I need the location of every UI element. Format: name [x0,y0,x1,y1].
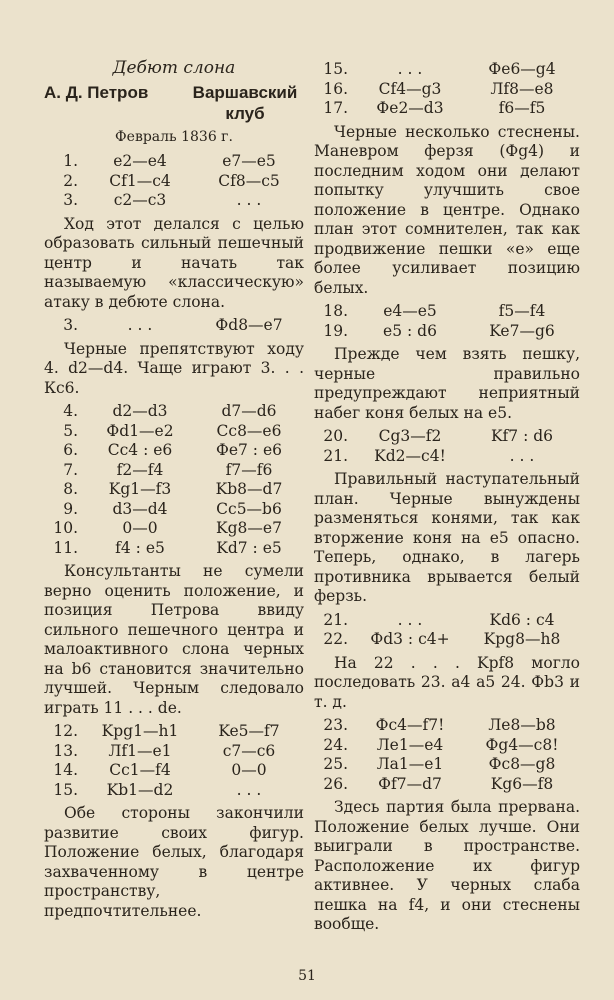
black-player: Варшавский клуб [192,83,298,123]
move-number: 17. [323,99,348,117]
move-row [44,441,304,461]
move-table [314,60,580,119]
black-move: d7—d6 [221,402,277,420]
move-number: 8. [63,480,78,498]
move-number: 13. [53,741,78,760]
move-number: 25. [323,755,348,773]
left-flow [44,152,304,921]
move-number: 1. [63,152,78,170]
white-move: Фd1—e2 [106,421,174,440]
move-row [314,302,580,322]
black-move: Cf8—c5 [218,171,280,190]
commentary-paragraph: Черные несколько стеснены. Маневром ферзя (Фg4) и последним ходом они делают попытку улучшить свое положение в центре. Однако план этот сомнителен, так как продвижение пешки «e» еще более усиливает позицию белых. [314,122,580,297]
move-row [44,761,304,781]
move-row [314,99,580,119]
black-move: Kg6—f8 [490,774,554,793]
move-row [314,60,580,80]
move-number: 16. [323,79,348,98]
black-move: Kg8—e7 [216,519,282,537]
white-move: e5 : d6 [383,321,437,340]
black-move: c7—c6 [222,741,276,760]
move-table [44,722,304,800]
move-number: 9. [63,499,78,518]
move-row [44,461,304,481]
move-row [314,716,580,736]
move-table [314,302,580,341]
black-move: f6—f5 [498,99,546,117]
move-number: 19. [323,321,348,340]
white-move: Фe2—d3 [376,99,444,117]
white-move: . . . [397,610,423,629]
black-move: Kd6 : c4 [489,610,555,629]
move-number: 4. [63,402,78,420]
move-row [44,539,304,559]
white-move: d3—d4 [112,499,168,518]
move-number: 18. [323,302,348,320]
right-flow [314,60,580,935]
white-move: Фf7—d7 [378,774,442,793]
move-table [44,402,304,558]
move-number: 22. [323,630,348,648]
commentary-paragraph: Правильный наступательный план. Черные вынуждены разменяться конями, так как вторжение коня на e5 опасно. Теперь, однако, в лагерь противника врывается белый ферзь. [314,470,580,605]
white-move: Cf1—c4 [109,171,171,190]
black-move: . . . [236,191,262,209]
white-move: f2—f4 [116,460,164,479]
black-move: Фg4—c8! [485,735,559,754]
white-move: Kpg1—h1 [101,722,179,740]
white-move: Лe1—e4 [376,735,444,754]
move-number: 7. [63,460,78,479]
move-row [314,322,580,342]
move-number: 12. [53,722,78,740]
move-row [44,722,304,742]
black-move: Лf8—e8 [490,79,554,98]
move-row [314,736,580,756]
white-move: c2—c3 [113,191,167,209]
white-move: Cf4—g3 [378,79,442,98]
move-row [314,447,580,467]
black-move: Лe8—b8 [488,716,556,734]
move-row [44,742,304,762]
black-move: Ke7—g6 [489,321,555,340]
move-number: 23. [323,716,348,734]
black-move: Фc8—g8 [488,755,556,773]
white-move: Фd3 : c4+ [370,630,450,648]
commentary-paragraph: Консультанты не сумели верно оценить положение, и позиция Петрова ввиду сильного пешечного центра и малоактивного слона черных на b6 становится значительно лучшей. Черным следовало играть 11 . . . de. [44,562,304,717]
move-row [314,611,580,631]
black-move: . . . [236,780,262,799]
black-move: Фe7 : e6 [215,441,282,459]
black-move: 0—0 [231,761,267,779]
move-number: 3. [63,316,78,334]
move-row [44,480,304,500]
move-table [314,716,580,794]
move-row [44,152,304,172]
move-row [44,519,304,539]
black-move: f5—f4 [498,302,546,320]
white-move: . . . [397,60,423,78]
move-row [314,80,580,100]
commentary-paragraph: Здесь партия была прервана. Положение белых лучше. Они выиграли в пространстве. Расположение их фигур активнее. У черных слаба пешка на f4, и они стеснены вообще. [314,798,580,933]
commentary-paragraph: На 22 . . . Kpf8 могло последовать 23. a4 a5 24. Фb3 и т. д. [314,653,580,711]
commentary-paragraph: Черные препятствуют ходу 4. d2—d4. Чаще играют 3. . . Кc6. [44,339,304,397]
white-move: . . . [127,316,153,334]
move-row [44,316,304,336]
white-move: e4—e5 [383,302,437,320]
black-move: Фd8—e7 [215,316,283,334]
move-row [314,755,580,775]
move-row [44,402,304,422]
move-row [44,500,304,520]
white-move: Cc1—f4 [109,761,171,779]
black-move: Фe6—g4 [488,60,556,78]
right-column [314,60,580,939]
black-move: f7—f6 [225,460,273,479]
white-move: d2—d3 [112,402,168,420]
white-move: Kb1—d2 [106,780,174,799]
black-move: . . . [509,446,535,465]
move-table [44,316,304,336]
white-move: Лf1—e1 [108,741,172,760]
white-move: Kg1—f3 [108,480,172,498]
white-move: Фc4—f7! [375,716,445,734]
black-move: Kpg8—h8 [483,630,561,648]
commentary-paragraph: Обе стороны закончили развитие своих фигур. Положение белых, благодаря захваченному в центре пространству, предпочтительнее. [44,804,304,920]
opening-title: Дебют слона [112,58,236,78]
white-move: Лa1—e1 [376,755,444,773]
move-number: 20. [323,427,348,445]
move-table [314,611,580,650]
players-line [44,82,304,124]
move-number: 10. [53,519,78,537]
white-move: f4 : e5 [115,538,165,557]
move-number: 3. [63,191,78,209]
move-row [314,775,580,795]
move-table [314,427,580,466]
move-number: 26. [323,774,348,793]
white-move: e2—e4 [113,152,167,170]
move-number: 14. [53,761,78,779]
move-row [44,422,304,442]
move-number: 21. [323,446,348,465]
white-move: Cg3—f2 [378,427,442,445]
black-move: e7—e5 [222,152,276,170]
move-row [314,630,580,650]
move-row [314,427,580,447]
move-number: 24. [323,735,348,754]
move-row [44,781,304,801]
black-move: Ke5—f7 [218,722,280,740]
page-number: 51 [298,968,316,984]
black-move: Kb8—d7 [215,480,283,498]
commentary-paragraph: Ход этот делался с целью образовать сильный пешечный центр и начать так называемую «классическую» атаку в дебюте слона. [44,214,304,311]
move-number: 2. [63,171,78,190]
white-player: А. Д. Петров [44,83,149,102]
black-move: Kd7 : e5 [216,538,282,557]
white-move: Kd2—c4! [374,446,446,465]
move-row [44,172,304,192]
move-number: 6. [63,441,78,459]
game-date: Февраль 1836 г. [115,129,233,145]
move-number: 15. [53,780,78,799]
black-move: Kf7 : d6 [490,427,554,445]
white-move: Cc4 : e6 [107,441,173,459]
move-number: 11. [53,538,78,557]
black-move: Cc8—e6 [216,421,282,440]
move-number: 15. [323,60,348,78]
left-column [44,56,304,925]
move-number: 21. [323,610,348,629]
move-table [44,152,304,211]
white-move: 0—0 [122,519,158,537]
move-number: 5. [63,421,78,440]
move-row [44,191,304,211]
black-move: Cc5—b6 [216,499,282,518]
commentary-paragraph: Прежде чем взять пешку, черные правильно предупреждают неприятный набег коня белых на e5. [314,345,580,422]
